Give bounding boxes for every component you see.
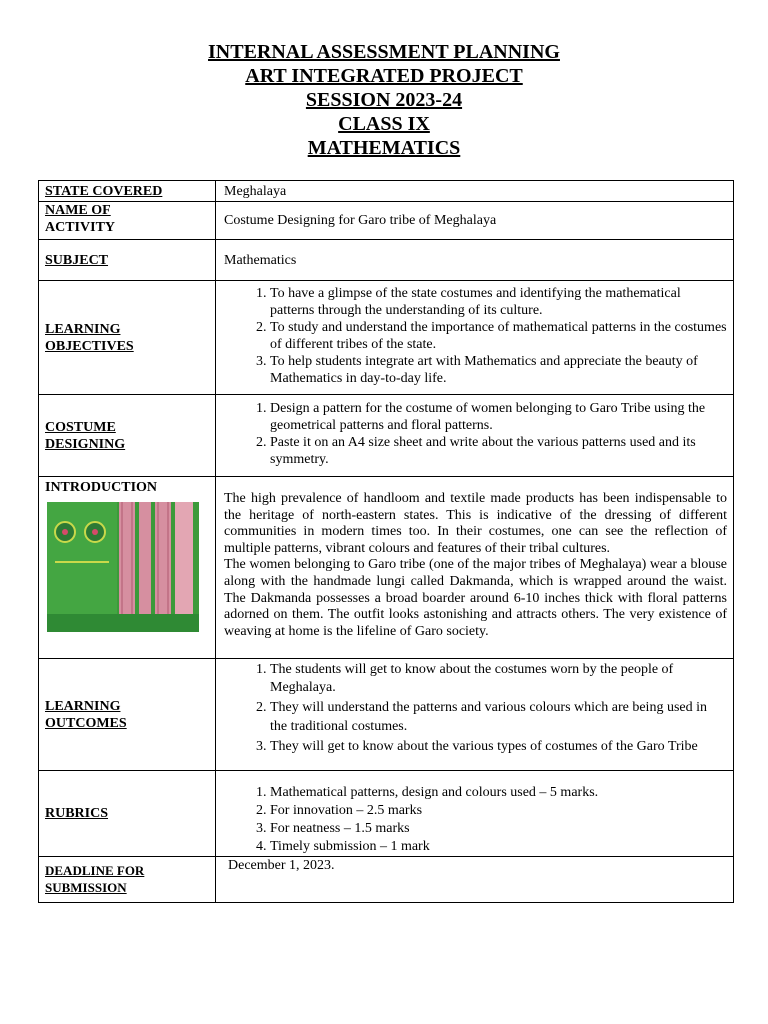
intro-paragraph-1: The high prevalence of handloom and textile made products has been indispensable to the heritage of north-eastern states. This is indicative of the dressing of different communities in modern times too. In their costumes, one can see the reflection of multiple patterns, vibrant colours and features of their tribal cultures. — [224, 491, 727, 556]
outcome-item: 3. They will get to know about the various types of costumes of the Garo Tribe — [270, 738, 727, 756]
value-deadline: December 1, 2023. — [216, 857, 734, 903]
label-activity: NAME OF ACTIVITY — [39, 202, 216, 240]
outcome-item: 1. The students will get to know about the costumes worn by the people of Meghalaya. — [270, 661, 727, 696]
rubric-item: 3. For neatness – 1.5 marks — [270, 820, 727, 838]
title-line-1: INTERNAL ASSESSMENT PLANNING — [208, 41, 560, 63]
label-state: STATE COVERED — [39, 181, 216, 202]
value-activity: Costume Designing for Garo tribe of Meghalaya — [216, 202, 734, 240]
row-outcomes — [39, 659, 734, 771]
label-costume: COSTUME DESIGNING — [39, 395, 216, 477]
value-state: Meghalaya — [216, 181, 734, 202]
costume-item: 2. Paste it on an A4 size sheet and write about the various patterns used and its symmetry. — [270, 434, 727, 468]
value-costume — [216, 395, 734, 477]
value-outcomes — [216, 659, 734, 771]
row-deadline — [39, 857, 734, 903]
planning-table — [38, 180, 734, 903]
value-rubrics — [216, 771, 734, 857]
label-deadline: DEADLINE FOR SUBMISSION — [39, 857, 216, 903]
title-line-4: CLASS IX — [338, 113, 430, 135]
document-header — [0, 40, 768, 160]
row-costume — [39, 395, 734, 477]
rubric-item: 4. Timely submission – 1 mark — [270, 838, 727, 856]
label-outcomes: LEARNING OUTCOMES — [39, 659, 216, 771]
value-objectives — [216, 281, 734, 395]
row-state — [39, 181, 734, 202]
label-introduction: INTRODUCTION — [39, 477, 216, 659]
objective-item: 3. To help students integrate art with Mathematics and appreciate the beauty of Mathematics in day-to-day life. — [270, 353, 727, 387]
objective-item: 1. To have a glimpse of the state costumes and identifying the mathematical patterns through the understanding of its culture. — [270, 285, 727, 319]
value-introduction — [216, 477, 734, 659]
label-objectives: LEARNING OBJECTIVES — [39, 281, 216, 395]
label-rubrics: RUBRICS — [39, 771, 216, 857]
title-line-2: ART INTEGRATED PROJECT — [245, 65, 523, 87]
costume-item: 1. Design a pattern for the costume of women belonging to Garo Tribe using the geometrical patterns and floral patterns. — [270, 400, 727, 434]
row-subject — [39, 240, 734, 281]
objective-item: 2. To study and understand the importance of mathematical patterns in the costumes of different tribes of the state. — [270, 319, 727, 353]
row-objectives — [39, 281, 734, 395]
title-line-3: SESSION 2023-24 — [305, 89, 463, 111]
rubric-item: 2. For innovation – 2.5 marks — [270, 802, 727, 820]
intro-paragraph-2: The women belonging to Garo tribe (one of the major tribes of Meghalaya) wear a blouse along with the handmade lungi called Dakmanda, which is wrapped around the waist. The Dakmanda possesses a broad boarder around 6-10 inches thick with floral patterns adorned on them. The outfit looks astonishing and attracts others. The very existence of weaving at home is the lifeline of Garo society. — [224, 557, 727, 639]
garo-dakmanda-fabric-image — [47, 502, 199, 632]
outcome-item: 2. They will understand the patterns and various colours which are being used in the traditional costumes. — [270, 698, 727, 736]
row-rubrics — [39, 771, 734, 857]
rubric-item: 1. Mathematical patterns, design and colours used – 5 marks. — [270, 784, 727, 802]
row-activity — [39, 202, 734, 240]
label-subject: SUBJECT — [39, 240, 216, 281]
row-introduction — [39, 477, 734, 659]
title-line-5: MATHEMATICS — [307, 137, 461, 159]
value-subject: Mathematics — [216, 240, 734, 281]
